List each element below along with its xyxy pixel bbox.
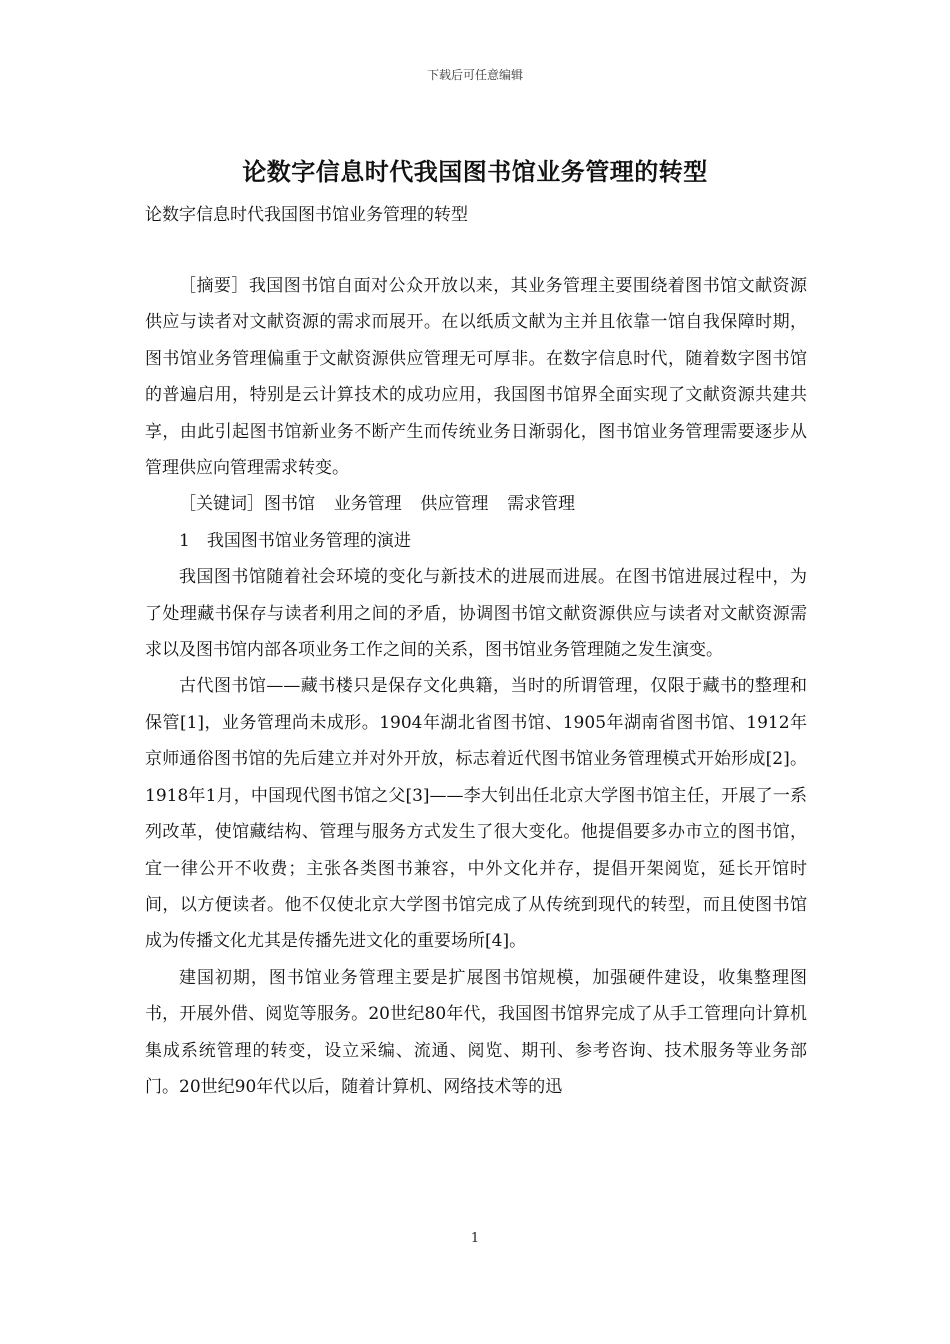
keyword-item: 供应管理 — [420, 494, 489, 515]
body-paragraph: 古代图书馆——藏书楼只是保存文化典籍，当时的所谓管理，仅限于藏书的整理和保管[1]，业务管理尚未成形。1904年湖北省图书馆、1905年湖南省图书馆、1912年京师通俗图书馆的先后建立并对外开放，标志着近代图书馆业务管理模式开始形成[2]。1918年1月，中国现代图书馆之父[3]——李大钊出任北京大学图书馆主任，开展了一系列改革，使馆藏结构、管理与服务方式发生了很大变化。他提倡要多办市立的图书馆，宜一律公开不收费；主张各类图书兼容，中外文化并存，提倡开架阅览，延长开馆时间，以方便读者。他不仅使北京大学图书馆完成了从传统到现代的转型，而且使图书馆成为传播文化尤其是传播先进文化的重要场所[4]。 — [145, 676, 807, 952]
section-heading: 1 我国图书馆业务管理的演进 — [179, 530, 411, 551]
keywords-label: ［关键词］图书馆 — [179, 494, 315, 515]
page-number: 1 — [470, 1231, 480, 1246]
keyword-item: 业务管理 — [333, 494, 402, 515]
body-paragraph: 我国图书馆随着社会环境的变化与新技术的进展而进展。在图书馆进展过程中，为了处理藏书保存与读者利用之间的矛盾，协调图书馆文献资源供应与读者对文献资源需求以及图书馆内部各项业务工作之间的关系，图书馆业务管理随之发生演变。 — [145, 567, 807, 661]
body-paragraph: 建国初期，图书馆业务管理主要是扩展图书馆规模，加强硬件建设，收集整理图书，开展外借、阅览等服务。20世纪80年代，我国图书馆界完成了从手工管理向计算机集成系统管理的转变，设立采编、流通、阅览、期刊、参考咨询、技术服务等业务部门。20世纪90年代以后，随着计算机、网络技术等的迅 — [145, 967, 807, 1097]
running-header: 下载后可任意编辑 — [426, 68, 523, 82]
keyword-item: 需求管理 — [507, 494, 576, 515]
keywords-line — [145, 486, 807, 522]
document-body — [145, 268, 807, 1105]
document-title: 论数字信息时代我国图书馆业务管理的转型 — [242, 157, 708, 186]
document-subtitle: 论数字信息时代我国图书馆业务管理的转型 — [145, 205, 468, 225]
abstract-paragraph: ［摘要］我国图书馆自面对公众开放以来，其业务管理主要围绕着图书馆文献资源供应与读者对文献资源的需求而展开。在以纸质文献为主并且依靠一馆自我保障时期，图书馆业务管理偏重于文献资源供应管理无可厚非。在数字信息时代，随着数字图书馆的普遍启用，特别是云计算技术的成功应用，我国图书馆界全面实现了文献资源共建共享，由此引起图书馆新业务不断产生而传统业务日渐弱化，图书馆业务管理需要逐步从管理供应向管理需求转变。 — [145, 276, 807, 479]
